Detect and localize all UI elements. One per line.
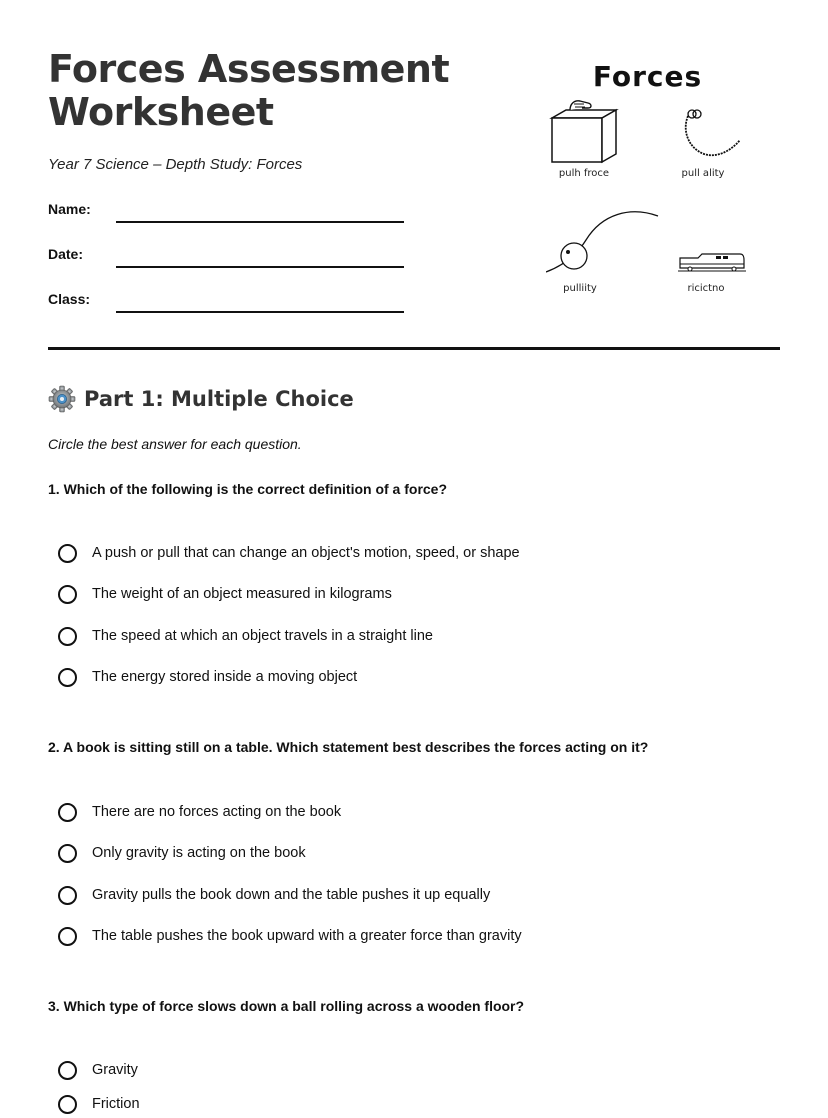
q2-option-a[interactable] — [58, 800, 341, 824]
part1-heading — [48, 384, 354, 414]
caption-3: pulliity — [563, 283, 597, 294]
question-3: 3. Which type of force slows down a ball rolling across a wooden floor? — [48, 998, 525, 1014]
class-label: Class: — [48, 291, 91, 307]
q1-option-c[interactable] — [58, 624, 433, 648]
q1-option-d-radio[interactable] — [58, 668, 77, 687]
date-label: Date: — [48, 246, 84, 262]
name-field[interactable] — [48, 201, 408, 231]
q1-option-b-text: The weight of an object measured in kilograms — [92, 586, 392, 602]
header-divider — [48, 347, 780, 350]
q3-option-a-text: Gravity — [92, 1062, 138, 1078]
q1-option-d-text: The energy stored inside a moving object — [92, 669, 358, 685]
q3-option-a-radio[interactable] — [58, 1061, 77, 1080]
forces-illustration-title: Forces — [592, 60, 703, 93]
q1-option-a-text: A push or pull that can change an object's motion, speed, or shape — [92, 545, 520, 561]
part1-instruction: Circle the best answer for each question. — [48, 436, 302, 452]
question-2: 2. A book is sitting still on a table. Which statement best describes the forces acting on it? — [48, 739, 649, 755]
q2-option-c[interactable] — [58, 883, 490, 907]
part1-heading-text: Part 1: Multiple Choice — [84, 387, 354, 411]
caption-4: ricictno — [687, 283, 725, 294]
q2-option-b[interactable] — [58, 841, 306, 865]
title-line-2: Worksheet — [48, 90, 274, 134]
question-1: 1. Which of the following is the correct definition of a force? — [48, 481, 448, 497]
worksheet-subtitle: Year 7 Science – Depth Study: Forces — [48, 156, 303, 173]
q2-option-b-radio[interactable] — [58, 844, 77, 863]
name-label: Name: — [48, 201, 91, 217]
date-field[interactable] — [48, 246, 408, 276]
q3-option-b[interactable] — [58, 1092, 140, 1116]
q1-option-d[interactable] — [58, 665, 357, 689]
worksheet-title — [48, 48, 449, 134]
q2-option-d-text: The table pushes the book upward with a greater force than gravity — [92, 928, 522, 944]
q1-option-b-radio[interactable] — [58, 585, 77, 604]
caption-2: pull ality — [681, 168, 725, 179]
q1-option-a[interactable] — [58, 541, 520, 565]
title-line-1: Forces Assessment — [48, 47, 450, 91]
caption-1: pulh froce — [558, 168, 610, 179]
ball-ramp-icon — [546, 206, 662, 276]
q2-option-d[interactable] — [58, 924, 522, 948]
pull-rope-icon — [680, 104, 744, 160]
q1-option-c-text: The speed at which an object travels in a straight line — [92, 628, 433, 644]
q3-option-a[interactable] — [58, 1058, 138, 1082]
q2-option-a-radio[interactable] — [58, 803, 77, 822]
forces-illustration — [540, 56, 780, 306]
class-line[interactable] — [116, 311, 404, 313]
q3-option-b-radio[interactable] — [58, 1095, 77, 1114]
name-line[interactable] — [116, 221, 404, 223]
q2-option-c-text: Gravity pulls the book down and the table pushes it up equally — [92, 887, 491, 903]
q2-option-d-radio[interactable] — [58, 927, 77, 946]
q1-option-b[interactable] — [58, 582, 392, 606]
train-icon — [678, 252, 746, 276]
q1-option-a-radio[interactable] — [58, 544, 77, 563]
q2-option-a-text: There are no forces acting on the book — [92, 804, 342, 820]
q2-option-c-radio[interactable] — [58, 886, 77, 905]
date-line[interactable] — [116, 266, 404, 268]
q3-option-b-text: Friction — [92, 1096, 140, 1112]
q1-option-c-radio[interactable] — [58, 627, 77, 646]
gear-icon — [48, 385, 76, 413]
class-field[interactable] — [48, 291, 408, 321]
push-box-icon — [548, 98, 620, 166]
q2-option-b-text: Only gravity is acting on the book — [92, 845, 306, 861]
